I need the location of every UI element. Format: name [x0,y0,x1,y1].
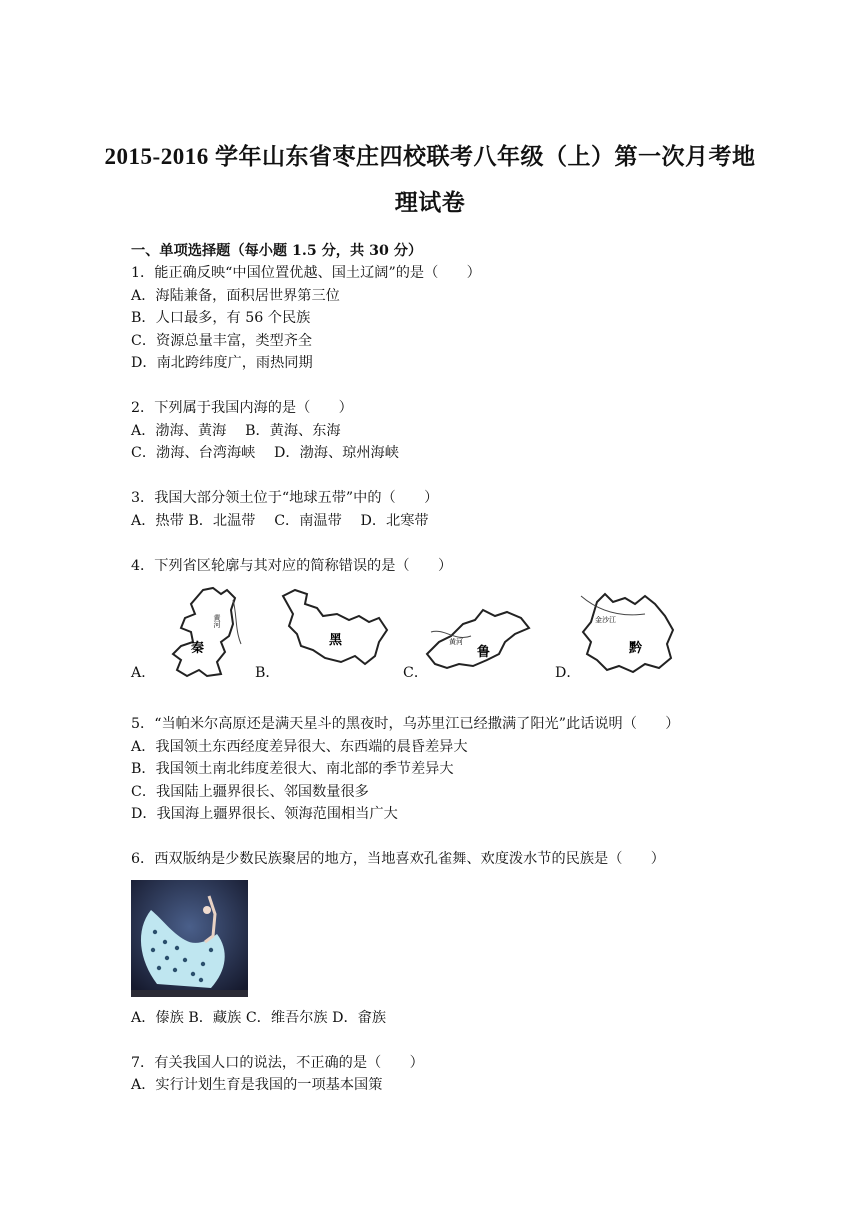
peacock-dance-photo [131,880,248,997]
q4-map-options [131,584,691,682]
heilongjiang-map-icon [275,586,393,672]
q4-option-c: C． [403,665,429,681]
q2-stem: 2．下列属于我国内海的是（ ） [131,400,353,416]
map-b-label: 黑 [329,633,343,648]
q1-option-c: C．资源总量丰富，类型齐全 [131,333,313,349]
map-d-label: 黔 [629,641,643,656]
map-a-label: 秦 [191,641,205,656]
map-d-river: 金沙江 [595,616,616,624]
shaanxi-map-icon [151,584,247,680]
map-c-river: 黄河 [449,638,463,646]
q1-option-a: A．海陆兼备，面积居世界第三位 [131,288,340,304]
q1-stem: 1．能正确反映“中国位置优越、国土辽阔”的是（ ） [131,265,481,281]
q5-option-a: A．我国领土东西经度差异很大、东西端的晨昏差异大 [131,739,468,755]
q3-options: A．热带 B．北温带 C．南温带 D．北寒带 [131,513,429,529]
map-c-label: 鲁 [477,645,491,660]
q5-option-d: D．我国海上疆界很长、领海范围相当广大 [131,806,398,822]
q2-options-ab: A．渤海、黄海 B．黄海、东海 [131,423,341,439]
q7-option-a: A．实行计划生育是我国的一项基本国策 [131,1077,383,1093]
q5-stem: 5．“当帕米尔高原还是满天星斗的黑夜时，乌苏里江已经撒满了阳光”此话说明（ ） [131,716,680,732]
guizhou-map-icon [575,588,679,678]
exam-title-line-2: 理试卷 [394,190,466,215]
q3-stem: 3．我国大部分领土位于“地球五带”中的（ ） [131,490,439,506]
shandong-map-icon [421,602,533,674]
q7-stem: 7．有关我国人口的说法，不正确的是（ ） [131,1055,424,1071]
q4-option-b: B． [255,665,280,681]
q1-option-d: D．南北跨纬度广，雨热同期 [131,355,313,371]
exam-title-line-1: 2015-2016 学年山东省枣庄四校联考八年级（上）第一次月考地 [104,144,756,169]
q5-option-b: B．我国领土南北纬度差很大、南北部的季节差异大 [131,761,454,777]
q2-options-cd: C．渤海、台湾海峡 D．渤海、琼州海峡 [131,445,399,461]
map-a-river: 黄河 [213,614,221,628]
q4-stem: 4．下列省区轮廓与其对应的简称错误的是（ ） [131,558,453,574]
q6-stem: 6．西双版纳是少数民族聚居的地方，当地喜欢孔雀舞、欢度泼水节的民族是（ ） [131,851,665,867]
section-heading: 一、单项选择题（每小题 1.5 分，共 30 分） [131,243,423,259]
q1-option-b: B．人口最多，有 56 个民族 [131,310,311,326]
q4-option-a: A． [131,665,156,681]
q4-option-d: D． [555,665,581,681]
q6-options: A．傣族 B．藏族 C．维吾尔族 D．畲族 [131,1010,387,1026]
q5-option-c: C．我国陆上疆界很长、邻国数量很多 [131,784,369,800]
